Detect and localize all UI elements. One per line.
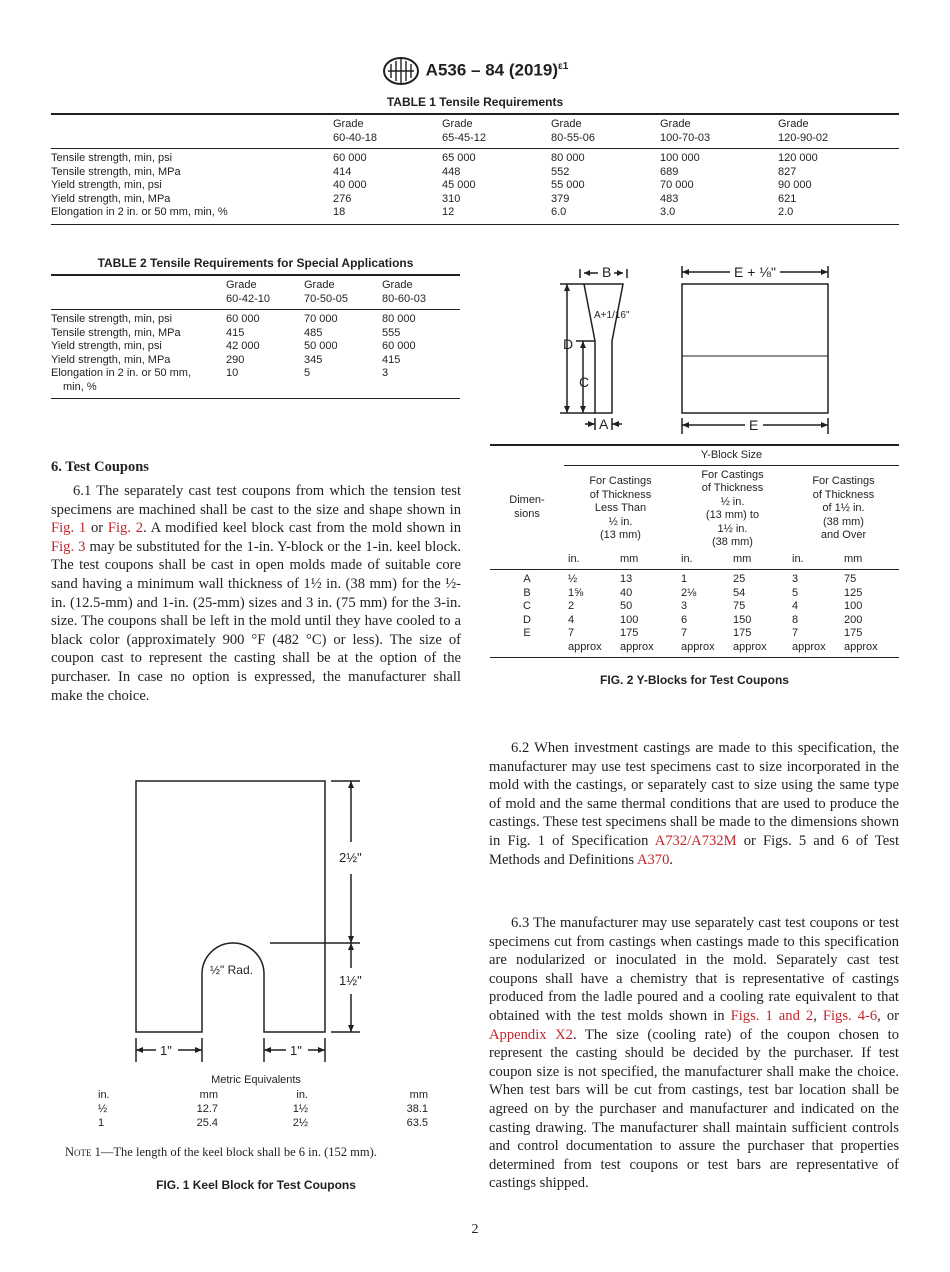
link-figs-4-6[interactable]: Figs. 4-6 — [822, 1007, 878, 1024]
table-row — [490, 587, 899, 601]
link-fig1[interactable]: Fig. 1 — [51, 520, 87, 537]
table-row — [51, 367, 460, 399]
metric-title: Metric Equivalents — [211, 1074, 301, 1086]
table-cell: 310 — [442, 192, 461, 205]
table-cell: 555 — [382, 326, 401, 339]
row-label-text: Elongation in 2 in. or 50 mm, — [51, 367, 192, 379]
size-header-line: Less Than — [594, 502, 647, 515]
table-row — [51, 340, 460, 354]
paragraph-6-1 — [51, 482, 461, 705]
table-cell: 552 — [551, 165, 570, 178]
table-row — [490, 641, 899, 658]
text: . The size (cooling rate) of the coupon chosen to represent the casting should be decided by the purchaser. If test coupon size is not specified, the manufacturer shall make the choice. When test bars will be cut from castings, test bar location shall be agreed on by the purchaser and manufacturer and indicated on the casting drawing. The manufacturer shall maintain sufficient controls and control documentation to assure the purchaser that properties determined from test coupons or test bars are representative of castings shipped. — [489, 1026, 899, 1192]
table-cell: 379 — [551, 192, 570, 205]
label-leg-right: 1" — [290, 1043, 302, 1058]
epsilon-superscript: ε1 — [558, 60, 569, 72]
text: , or — [877, 1007, 899, 1024]
link-figs-1-2[interactable]: Figs. 1 and 2 — [730, 1007, 814, 1024]
table-cell: 90 000 — [778, 179, 812, 191]
table-row — [490, 627, 899, 641]
table-cell: approx — [564, 641, 620, 658]
row-label — [51, 310, 226, 327]
column-header — [442, 114, 551, 149]
text: , — [813, 1007, 823, 1024]
size-column-header — [564, 465, 677, 553]
metric-header: in. — [296, 1089, 308, 1101]
table-row — [98, 1102, 428, 1116]
column-header-line: Grade — [333, 118, 364, 130]
table-cell: 4 — [568, 613, 575, 626]
table-cell: 10 — [226, 367, 304, 399]
metric-header: mm — [199, 1089, 218, 1101]
column-header-line: 80-60-03 — [382, 292, 427, 305]
table-cell: 80 000 — [551, 149, 660, 166]
size-header-line: (13 mm) — [600, 529, 641, 542]
table-cell: 40 — [620, 586, 633, 599]
table-cell: 3 — [382, 367, 460, 399]
page-header — [0, 56, 950, 86]
table-cell: 689 — [660, 165, 679, 178]
table-cell: 12 — [442, 206, 551, 224]
table-cell: approx — [677, 641, 733, 658]
dimension-label: E — [523, 627, 531, 639]
column-header — [778, 114, 899, 149]
size-header-line: of 1½ in. — [822, 502, 865, 515]
dimension-label: B — [523, 586, 531, 599]
text: or Figs. 5 and 6 of Test Methods and Definitions — [489, 832, 899, 868]
column-header — [333, 114, 442, 149]
row-label-text: Yield strength, min, MPa — [51, 192, 171, 205]
column-header-line: 120-90-02 — [778, 131, 829, 144]
fig1-metric-table — [98, 1088, 428, 1130]
link-a370[interactable]: A370 — [636, 851, 670, 868]
dimensions-header-line: sions — [514, 507, 540, 520]
label-e: E — [749, 417, 759, 433]
link-a732[interactable]: A732/A732M — [654, 832, 737, 849]
table-row — [51, 179, 899, 193]
table-cell: 5 — [792, 586, 799, 599]
table-cell: approx — [788, 641, 844, 658]
size-header-line: For Castings — [701, 468, 764, 481]
fig2-yblock-drawing — [490, 258, 900, 440]
table-cell: 827 — [778, 165, 797, 178]
table1-caption: TABLE 1 Tensile Requirements — [386, 95, 564, 109]
table-cell: 485 — [304, 326, 323, 339]
column-header-line: 60-42-10 — [226, 292, 271, 305]
row-label-text: Yield strength, min, psi — [51, 179, 162, 191]
column-header-line: 80-55-06 — [551, 131, 596, 144]
table-cell: ½ — [564, 570, 620, 587]
table-cell: 120 000 — [778, 149, 899, 166]
label-a-sixteenth: A+1/16" — [594, 310, 630, 321]
table-row — [490, 570, 899, 587]
link-appendix-x2[interactable]: Appendix X2 — [489, 1026, 573, 1043]
unit-header: mm — [733, 552, 752, 565]
table-cell: 50 000 — [304, 340, 338, 352]
fig2-caption: FIG. 2 Y-Blocks for Test Coupons — [600, 673, 789, 687]
dimensions-header-line: Dimen- — [509, 494, 545, 506]
column-header-line: Grade — [304, 279, 335, 291]
table-cell: 3 — [788, 570, 844, 587]
label-d: D — [563, 336, 574, 352]
note-prefix: Note 1 — [65, 1145, 101, 1159]
size-header-line: (13 mm) to — [705, 509, 760, 521]
table-cell: 54 — [733, 586, 746, 599]
unit-header: mm — [620, 552, 639, 565]
dimensions-header — [490, 445, 564, 570]
size-column-header — [677, 465, 788, 553]
table-cell: 45 000 — [442, 179, 476, 191]
text: or — [86, 520, 108, 537]
table-cell: 6 — [681, 613, 688, 626]
table-row — [51, 193, 899, 207]
table-cell: 40 000 — [333, 179, 367, 191]
label-leg-left: 1" — [160, 1043, 172, 1058]
column-header-line: Grade — [660, 118, 691, 130]
row-label-text: min, % — [63, 380, 97, 393]
metric-cell: 25.4 — [196, 1117, 218, 1129]
fig1-keel-block-drawing — [110, 770, 400, 1070]
table-cell: 345 — [304, 353, 323, 366]
label-height-upper: 2½" — [339, 850, 362, 865]
table-cell: 2 — [568, 600, 575, 612]
designation: A536 – 84 (2019) — [425, 60, 558, 80]
text: 6.3 The manufacturer may use separately cast test coupons or test specimens cut from castings when castings made to this specification are nodularized or inoculated in the mold. Separately cast test coupons shall have a chemistry that is representative of castings produced from the ladle poured and a cooling rate equivalent to that obtained with the test molds shown in — [489, 915, 899, 1024]
column-header — [304, 275, 382, 310]
row-label-text: Tensile strength, min, psi — [51, 152, 173, 164]
table-cell: 8 — [792, 613, 799, 626]
row-label — [51, 193, 333, 207]
table2 — [51, 274, 460, 399]
size-header-line: ½ in. — [720, 495, 745, 508]
table-cell: 621 — [778, 192, 797, 205]
table-cell: 100 000 — [660, 149, 778, 166]
table-cell: 200 — [844, 613, 863, 626]
table-cell: 415 — [226, 326, 245, 339]
table-cell: 276 — [333, 192, 352, 205]
table-cell: 70 000 — [660, 179, 694, 191]
text: 6.1 The separately cast test coupons from which the tension test specimens are machined shall be cast to the size and shape shown in — [51, 483, 461, 518]
size-header-line: of Thickness — [701, 482, 764, 494]
table1 — [51, 113, 899, 225]
column-header-line: Grade — [382, 279, 413, 291]
dimension-label: A — [490, 570, 564, 587]
table-cell: 414 — [333, 165, 352, 178]
astm-logo-icon — [382, 56, 420, 86]
dimension-label: C — [523, 600, 531, 612]
note-text: —The length of the keel block shall be 6 in. (152 mm). — [100, 1145, 377, 1159]
section-heading: 6. Test Coupons — [51, 459, 149, 475]
size-header-line: of Thickness — [589, 488, 652, 501]
table-cell: 70 000 — [304, 310, 382, 327]
unit-header: mm — [844, 552, 863, 565]
size-header-line: 1½ in. — [717, 522, 748, 535]
paragraph-6-2 — [489, 739, 899, 869]
table-cell: 3.0 — [660, 206, 778, 224]
row-label — [51, 166, 333, 180]
table-cell: 175 — [844, 627, 863, 639]
column-header — [660, 114, 778, 149]
size-header-line: (38 mm) — [712, 536, 753, 548]
table-row — [98, 1116, 428, 1130]
size-header-line: ½ in. — [608, 515, 633, 528]
table-cell: approx — [733, 641, 788, 658]
column-header — [551, 114, 660, 149]
table-cell: 100 — [620, 613, 639, 626]
table-row — [51, 206, 899, 224]
text: . A modified keel block cast from the mold shown in — [143, 520, 462, 537]
table-cell: 60 000 — [333, 149, 442, 166]
label-a: A — [599, 416, 609, 432]
row-label — [51, 149, 333, 166]
table-row — [51, 327, 460, 341]
row-label-text: Yield strength, min, psi — [51, 340, 162, 352]
table-cell: 13 — [620, 570, 677, 587]
table-cell: 60 000 — [382, 340, 416, 352]
row-label-text: Tensile strength, min, MPa — [51, 165, 181, 178]
dimension-label — [490, 641, 564, 658]
unit-header: in. — [792, 552, 804, 565]
table2-caption: TABLE 2 Tensile Requirements for Special Applications — [97, 256, 414, 270]
metric-header: in. — [98, 1089, 110, 1101]
table-cell: 175 — [733, 627, 752, 639]
header-cell — [51, 275, 226, 310]
table-cell: approx — [620, 641, 677, 658]
metric-cell: 63.5 — [406, 1117, 428, 1129]
size-header-line: and Over — [820, 529, 867, 542]
table-cell: 2⅛ — [681, 586, 697, 599]
table-cell: 150 — [733, 613, 752, 626]
size-header-line: (38 mm) — [823, 515, 864, 528]
column-header-line: Grade — [226, 279, 257, 291]
fig2-yblock-table — [490, 444, 899, 658]
header-cell — [51, 114, 333, 149]
metric-header: mm — [409, 1089, 428, 1101]
column-header-line: 65-45-12 — [442, 131, 487, 144]
dimension-label: D — [523, 613, 531, 626]
label-e-eighth: E + ⅛" — [734, 264, 776, 280]
row-label — [51, 354, 226, 368]
table-cell: 1⅝ — [568, 586, 584, 599]
column-header-line: Grade — [442, 118, 473, 130]
table-cell: 175 — [620, 627, 639, 639]
label-c: C — [579, 374, 590, 390]
column-header-line: 60-40-18 — [333, 131, 378, 144]
table-row — [51, 166, 899, 180]
label-radius: ½" Rad. — [210, 963, 253, 977]
row-label — [51, 206, 333, 224]
unit-header: in. — [568, 552, 580, 565]
table-cell: 5 — [304, 367, 382, 399]
metric-cell: 1 — [98, 1117, 105, 1129]
metric-cell: 38.1 — [406, 1103, 428, 1115]
row-label-text: Elongation in 2 in. or 50 mm, min, % — [51, 206, 228, 218]
table-cell: 290 — [226, 353, 245, 366]
row-label — [51, 340, 226, 354]
table-cell: 4 — [792, 600, 799, 612]
row-label — [51, 327, 226, 341]
table-row — [490, 600, 899, 614]
text: . — [669, 851, 674, 868]
label-b: B — [602, 264, 612, 280]
metric-cell: 12.7 — [196, 1103, 218, 1115]
column-header — [382, 275, 460, 310]
table-cell: 415 — [382, 353, 401, 366]
table-cell: 80 000 — [382, 310, 460, 327]
table-cell: 75 — [733, 600, 746, 612]
table-cell: 7 — [568, 627, 575, 639]
table-cell: 7 — [792, 627, 799, 639]
metric-cell: 2½ — [292, 1117, 308, 1129]
table-cell: 100 — [844, 600, 863, 612]
table-cell: 448 — [442, 165, 461, 178]
page-number: 2 — [471, 1222, 479, 1237]
group-header: Y-Block Size — [564, 445, 899, 465]
row-label-text: Tensile strength, min, psi — [51, 313, 173, 325]
table-cell: 3 — [681, 600, 688, 612]
table-cell: 25 — [733, 570, 788, 587]
column-header — [226, 275, 304, 310]
table-cell: 2.0 — [778, 206, 899, 224]
table-cell: 6.0 — [551, 206, 660, 224]
size-header-line: of Thickness — [812, 488, 875, 501]
row-label — [51, 179, 333, 193]
text: may be substituted for the 1-in. Y-block or the 1-in. keel block. The test coupons shall be cast in open molds made of suitable core sand having a minimum wall thickness of 1½ in. (38 mm) for the ½-in. (12.5-mm) and 1-in. (25-mm) sizes and 3 in. (75 mm) for the 3-in. size. The coupons shall be left in the mold until they have cooled to a black color (approximately 900 °F (482 °C) or less). The size of coupon cast to represent the casting shall be at the option of the purchaser. In case no option is expressed, the manufacturer shall make the choice. — [51, 538, 462, 704]
table-cell: 1 — [677, 570, 733, 587]
table-cell: 125 — [844, 586, 863, 599]
table-row — [51, 310, 460, 327]
table-row — [51, 149, 899, 166]
size-header-line: For Castings — [812, 475, 875, 488]
size-column-header — [788, 465, 899, 553]
table-cell: 18 — [333, 206, 442, 224]
column-header-line: 70-50-05 — [304, 292, 349, 305]
link-fig2[interactable]: Fig. 2 — [107, 520, 144, 537]
text: 6.2 When investment castings are made to this specification, the manufacturer may use test specimens cast to size incorporated in the mold with the castings, or separately cast to size using the same type of mold and the same thermal conditions that are used to produce the castings. These test specimens shall be made to the dimensions shown in Fig. 1 of Specification — [489, 740, 899, 849]
link-fig3[interactable]: Fig. 3 — [51, 538, 86, 555]
table-cell: 7 — [681, 627, 688, 639]
table-cell: approx — [844, 641, 899, 658]
table-row — [490, 614, 899, 628]
table-cell: 483 — [660, 192, 679, 205]
table-cell: 60 000 — [226, 310, 304, 327]
column-header-line: 100-70-03 — [660, 131, 711, 144]
metric-cell: ½ — [98, 1103, 108, 1115]
table-cell: 50 — [620, 600, 633, 612]
paragraph-6-3 — [489, 914, 899, 1193]
table-cell: 55 000 — [551, 179, 585, 191]
unit-header: in. — [681, 552, 693, 565]
column-header-line: Grade — [778, 118, 809, 130]
fig1-caption: FIG. 1 Keel Block for Test Coupons — [156, 1178, 356, 1192]
metric-cell: 1½ — [292, 1103, 308, 1115]
table-cell: 75 — [844, 570, 899, 587]
row-label-text: Yield strength, min, MPa — [51, 353, 171, 366]
fig1-note — [65, 1145, 377, 1160]
label-height-lower: 1½" — [339, 973, 362, 988]
column-header-line: Grade — [551, 118, 582, 130]
table-row — [51, 354, 460, 368]
size-header-line: For Castings — [589, 475, 652, 488]
row-label — [51, 367, 226, 399]
table-cell: 65 000 — [442, 149, 551, 166]
row-label-text: Tensile strength, min, MPa — [51, 326, 181, 339]
table-cell: 42 000 — [226, 340, 260, 352]
